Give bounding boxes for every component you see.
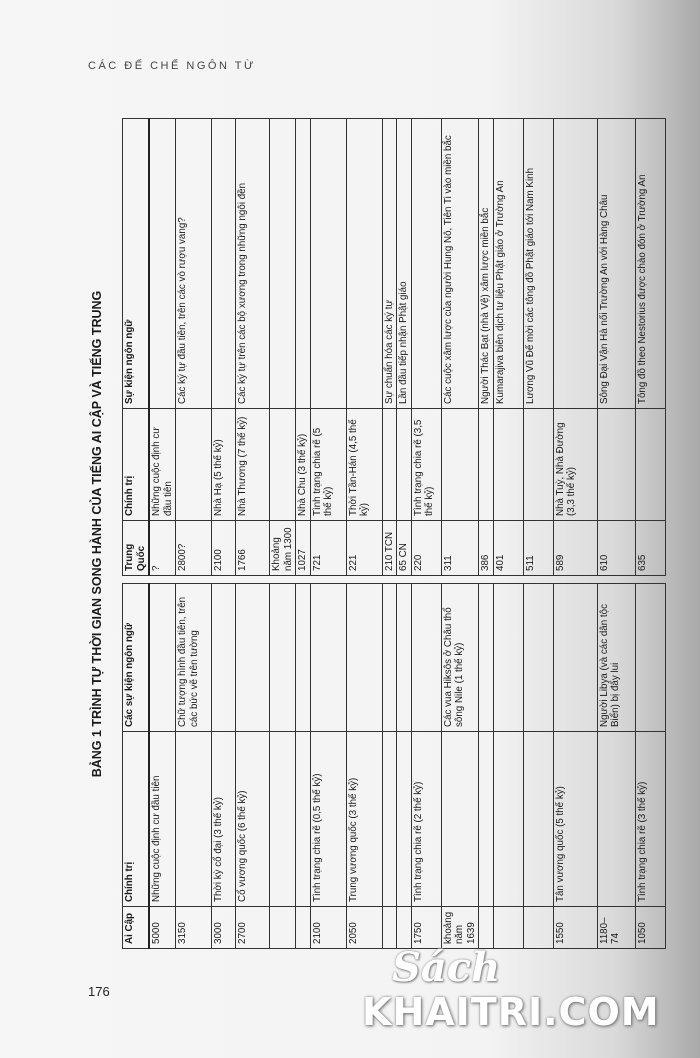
table-row <box>176 119 212 949</box>
cell-china-politics <box>176 409 212 521</box>
cell-egypt-year: 3150 <box>176 907 212 949</box>
cell-china-language: Lần đầu tiếp nhận Phật giáo <box>397 119 412 409</box>
cell-china-language: Tông đồ theo Nestorius được chào đón ở Trường An <box>635 119 665 409</box>
col-header-china: Trung Quốc <box>123 521 150 576</box>
cell-china-language: Sông Đại Vận Hà nối Trường An với Hàng Châu <box>597 119 635 409</box>
cell-china-politics: Nhà Tuỳ, Nhà Đường (3,3 thế kỷ) <box>553 409 597 521</box>
cell-egypt-politics <box>441 732 479 907</box>
chronology-table <box>122 118 666 949</box>
cell-china-year: 65 CN <box>397 521 412 576</box>
column-gap <box>411 576 441 584</box>
cell-egypt-politics <box>479 732 494 907</box>
cell-egypt-year: 1550 <box>553 907 597 949</box>
table-row <box>523 119 553 949</box>
cell-china-politics: Tình trạng chia rẽ (5 thế kỷ) <box>310 409 346 521</box>
col-header-china-politics: Chính trị <box>123 409 150 521</box>
col-header-egypt: Ai Cập <box>123 907 150 949</box>
cell-egypt-language <box>523 584 553 732</box>
cell-egypt-year <box>296 907 311 949</box>
cell-egypt-year <box>397 907 412 949</box>
cell-egypt-language <box>310 584 346 732</box>
column-gap <box>236 576 270 584</box>
column-gap <box>212 576 236 584</box>
cell-china-year: 635 <box>635 521 665 576</box>
table-row <box>479 119 494 949</box>
cell-china-politics <box>397 409 412 521</box>
watermark-main: KHAITRI.COM <box>362 990 660 1034</box>
cell-china-language <box>553 119 597 409</box>
cell-china-year: 311 <box>441 521 479 576</box>
cell-china-year: 610 <box>597 521 635 576</box>
cell-egypt-year <box>382 907 397 949</box>
cell-china-language: Lương Vũ Đế mời các tông đồ Phật giáo tới Nam Kinh <box>523 119 553 409</box>
cell-egypt-language <box>212 584 236 732</box>
cell-china-year: 221 <box>346 521 382 576</box>
cell-egypt-politics: Tình trạng chia rẽ (0,5 thế kỷ) <box>310 732 346 907</box>
column-gap <box>397 576 412 584</box>
cell-egypt-politics <box>296 732 311 907</box>
cell-china-year: 511 <box>523 521 553 576</box>
running-header: CÁC ĐẾ CHẾ NGÔN TỪ <box>88 60 256 72</box>
cell-egypt-language <box>382 584 397 732</box>
table-header-row <box>123 119 150 949</box>
cell-egypt-year <box>523 907 553 949</box>
cell-china-year: ? <box>149 521 176 576</box>
table-row <box>411 119 441 949</box>
table-body <box>149 119 665 949</box>
table-row <box>346 119 382 949</box>
cell-egypt-politics: Tình trạng chia rẽ (2 thế kỷ) <box>411 732 441 907</box>
cell-china-language <box>296 119 311 409</box>
cell-egypt-language <box>397 584 412 732</box>
column-gap <box>123 576 150 584</box>
cell-china-politics <box>441 409 479 521</box>
cell-egypt-language <box>236 584 270 732</box>
cell-egypt-politics: Cổ vương quốc (6 thế kỷ) <box>236 732 270 907</box>
cell-china-politics <box>523 409 553 521</box>
table-row <box>310 119 346 949</box>
cell-china-year: 721 <box>310 521 346 576</box>
cell-egypt-politics <box>382 732 397 907</box>
table-row <box>149 119 176 949</box>
cell-china-politics <box>635 409 665 521</box>
cell-egypt-year: 2700 <box>236 907 270 949</box>
cell-egypt-politics: Những cuộc định cư đầu tiên <box>149 732 176 907</box>
cell-china-language: Người Thác Bạt (nhà Vệ) xâm lược miền bắc <box>479 119 494 409</box>
cell-egypt-language <box>296 584 311 732</box>
cell-china-language <box>310 119 346 409</box>
column-gap <box>296 576 311 584</box>
cell-egypt-politics: Thời kỳ cổ đại (3 thế kỷ) <box>212 732 236 907</box>
col-header-egypt-language: Các sự kiện ngôn ngữ <box>123 584 150 732</box>
cell-egypt-year <box>479 907 494 949</box>
cell-china-politics: Những cuộc định cư đầu tiên <box>149 409 176 521</box>
cell-egypt-language <box>635 584 665 732</box>
cell-china-language <box>411 119 441 409</box>
watermark-logo <box>362 944 692 1040</box>
cell-egypt-politics <box>270 732 296 907</box>
cell-egypt-year: 3000 <box>212 907 236 949</box>
cell-china-language <box>270 119 296 409</box>
table-row <box>493 119 523 949</box>
cell-egypt-politics: Tân vương quốc (5 thế kỷ) <box>553 732 597 907</box>
column-gap <box>310 576 346 584</box>
cell-china-politics <box>382 409 397 521</box>
cell-china-year: 401 <box>493 521 523 576</box>
cell-china-year: 2800? <box>176 521 212 576</box>
column-gap <box>635 576 665 584</box>
cell-egypt-year: 2100 <box>310 907 346 949</box>
cell-china-politics: Nhà Thương (7 thế kỷ) <box>236 409 270 521</box>
cell-egypt-politics <box>493 732 523 907</box>
cell-china-politics <box>479 409 494 521</box>
cell-egypt-politics <box>523 732 553 907</box>
cell-egypt-politics <box>176 732 212 907</box>
cell-china-year: Khoảng năm 1300 <box>270 521 296 576</box>
cell-egypt-language <box>411 584 441 732</box>
table-row <box>212 119 236 949</box>
column-gap <box>346 576 382 584</box>
cell-china-politics <box>493 409 523 521</box>
cell-china-language: Các ký tự đầu tiên, trên các vò rượu vang? <box>176 119 212 409</box>
cell-egypt-language <box>270 584 296 732</box>
cell-china-year: 2100 <box>212 521 236 576</box>
table-row <box>382 119 397 949</box>
cell-egypt-language <box>346 584 382 732</box>
column-gap <box>176 576 212 584</box>
column-gap <box>597 576 635 584</box>
cell-china-language: Các ký tự trên các bộ xương trong những ngôi đền <box>236 119 270 409</box>
page-number: 176 <box>88 984 110 999</box>
cell-egypt-language <box>479 584 494 732</box>
cell-china-politics: Thời Tần-Hán (4,5 thế kỷ) <box>346 409 382 521</box>
cell-egypt-year: 5000 <box>149 907 176 949</box>
table-title: BẢNG 1 TRÌNH TỰ THỜI GIAN SONG HÀNH CỦA TIẾNG AI CẬP VÀ TIẾNG TRUNG <box>90 290 104 778</box>
cell-china-language <box>346 119 382 409</box>
cell-china-politics <box>270 409 296 521</box>
cell-china-language: Các cuộc xâm lược của người Hung Nô, Tiên Ti vào miền bắc <box>441 119 479 409</box>
cell-china-language <box>212 119 236 409</box>
cell-egypt-year: khoảng năm 1639 <box>441 907 479 949</box>
column-gap <box>382 576 397 584</box>
cell-egypt-language <box>493 584 523 732</box>
cell-china-year: 220 <box>411 521 441 576</box>
column-gap <box>553 576 597 584</box>
cell-egypt-politics: Trung vương quốc (3 thế kỷ) <box>346 732 382 907</box>
cell-china-year: 1027 <box>296 521 311 576</box>
cell-china-politics: Nhà Hạ (5 thế kỷ) <box>212 409 236 521</box>
table-row <box>296 119 311 949</box>
table-row <box>597 119 635 949</box>
col-header-china-language: Sự kiện ngôn ngữ <box>123 119 150 409</box>
cell-china-language: Kumarajiva biên dịch tư liệu Phật giáo ở Trường An <box>493 119 523 409</box>
cell-egypt-language <box>149 584 176 732</box>
cell-china-language: Sự chuẩn hóa các ký tự <box>382 119 397 409</box>
cell-china-year: 386 <box>479 521 494 576</box>
cell-egypt-year <box>270 907 296 949</box>
cell-egypt-politics <box>597 732 635 907</box>
cell-egypt-language: Các vua Hiksôs ở Châu thổ sông Nile (1 thế kỷ) <box>441 584 479 732</box>
table-row <box>236 119 270 949</box>
column-gap <box>479 576 494 584</box>
cell-egypt-politics: Tình trạng chia rẽ (3 thế kỷ) <box>635 732 665 907</box>
cell-china-language <box>149 119 176 409</box>
column-gap <box>523 576 553 584</box>
cell-egypt-year <box>493 907 523 949</box>
table-row <box>270 119 296 949</box>
cell-egypt-language <box>553 584 597 732</box>
rotated-table-block <box>90 119 648 949</box>
cell-egypt-year: 2050 <box>346 907 382 949</box>
cell-china-year: 589 <box>553 521 597 576</box>
column-gap <box>441 576 479 584</box>
column-gap <box>149 576 176 584</box>
cell-china-politics: Nhà Chu (3 thế kỷ) <box>296 409 311 521</box>
watermark-script: Sách <box>392 944 501 991</box>
table-row <box>397 119 412 949</box>
table-row <box>553 119 597 949</box>
cell-china-year: 1766 <box>236 521 270 576</box>
cell-egypt-year: 1180–74 <box>597 907 635 949</box>
cell-china-politics: Tình trạng chia rẽ (3,5 thế kỷ) <box>411 409 441 521</box>
column-gap <box>493 576 523 584</box>
cell-china-year: 210 TCN <box>382 521 397 576</box>
cell-egypt-language: Chữ tượng hình đầu tiên, trên các bức vẽ trên tường <box>176 584 212 732</box>
col-header-egypt-politics: Chính trị <box>123 732 150 907</box>
table-row <box>441 119 479 949</box>
column-gap <box>270 576 296 584</box>
cell-egypt-politics <box>397 732 412 907</box>
cell-china-politics <box>597 409 635 521</box>
cell-egypt-language: Người Libya (và các dân tộc Biển) bị đẩy lui <box>597 584 635 732</box>
table-row <box>635 119 665 949</box>
cell-egypt-year: 1750 <box>411 907 441 949</box>
cell-egypt-year: 1050 <box>635 907 665 949</box>
